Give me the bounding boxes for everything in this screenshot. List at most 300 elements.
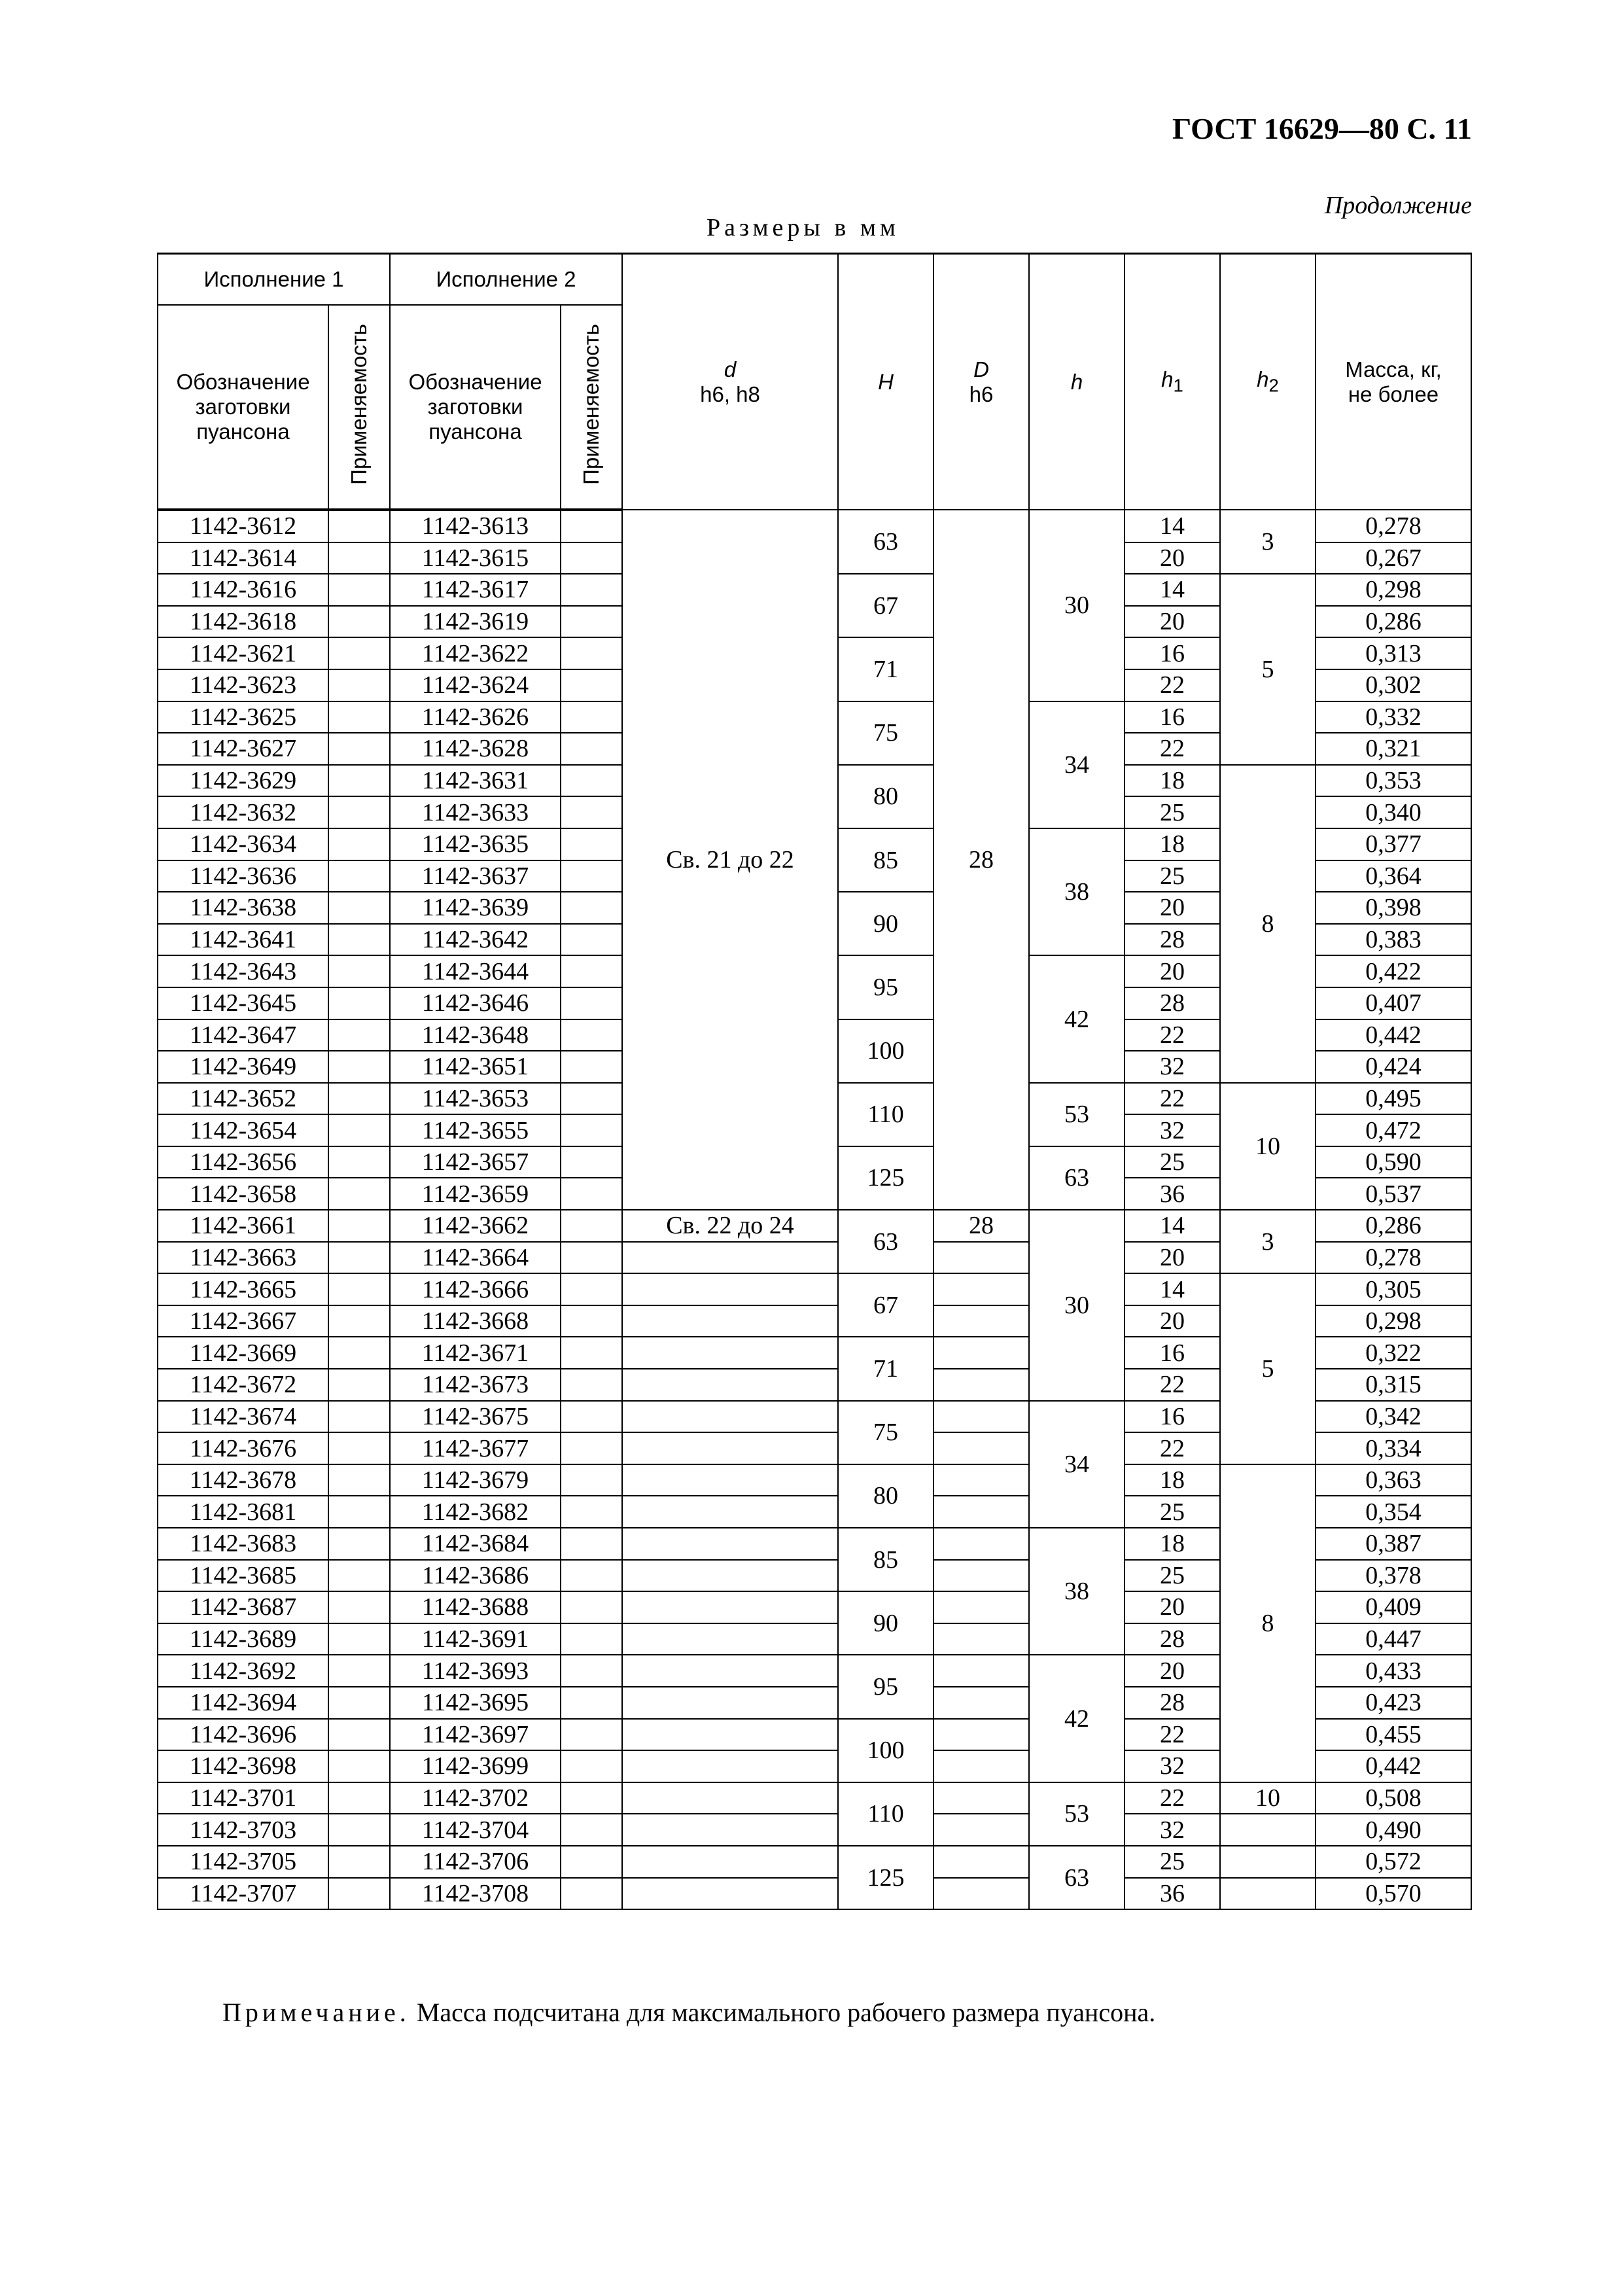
designation-2-cell: 1142-3684 bbox=[390, 1528, 561, 1560]
applicability-2-cell bbox=[561, 1337, 622, 1369]
h-cell: 53 bbox=[1029, 1782, 1125, 1846]
footnote-text: Масса подсчитана для максимального рабочего размера пуансона. bbox=[416, 1998, 1156, 2027]
D-cell bbox=[934, 1528, 1029, 1560]
mass-cell: 0,267 bbox=[1316, 542, 1471, 574]
designation-1-cell: 1142-3634 bbox=[158, 828, 328, 860]
mass-cell: 0,278 bbox=[1316, 510, 1471, 542]
designation-1-cell: 1142-3685 bbox=[158, 1560, 328, 1592]
mass-cell: 0,442 bbox=[1316, 1750, 1471, 1782]
applicability-1-cell bbox=[328, 1464, 390, 1496]
h1-cell: 20 bbox=[1125, 955, 1220, 987]
designation-1-cell: 1142-3643 bbox=[158, 955, 328, 987]
designation-1-cell: 1142-3701 bbox=[158, 1782, 328, 1814]
h-header: h bbox=[1029, 254, 1125, 510]
designation-1-cell: 1142-3658 bbox=[158, 1178, 328, 1210]
applicability-2-cell bbox=[561, 1719, 622, 1751]
designation-2-cell: 1142-3664 bbox=[390, 1242, 561, 1274]
designation-1-cell: 1142-3692 bbox=[158, 1655, 328, 1687]
h1-cell: 16 bbox=[1125, 701, 1220, 733]
applicability-2-cell bbox=[561, 1210, 622, 1242]
designation-2-cell: 1142-3682 bbox=[390, 1496, 561, 1528]
designation-1-cell: 1142-3647 bbox=[158, 1019, 328, 1051]
designation-1-cell: 1142-3661 bbox=[158, 1210, 328, 1242]
H-cell: 63 bbox=[838, 1210, 934, 1273]
h1-cell: 14 bbox=[1125, 1273, 1220, 1305]
mass-cell: 0,387 bbox=[1316, 1528, 1471, 1560]
designation-2-cell: 1142-3619 bbox=[390, 606, 561, 638]
applicability-2-cell bbox=[561, 1560, 622, 1592]
footnote-label: Примечание. bbox=[222, 1998, 410, 2027]
h-cell: 42 bbox=[1029, 955, 1125, 1082]
H-cell: 75 bbox=[838, 701, 934, 765]
applicability-1-cell bbox=[328, 542, 390, 574]
h1-cell: 14 bbox=[1125, 574, 1220, 606]
h1-cell: 22 bbox=[1125, 1432, 1220, 1464]
applicability-1-cell bbox=[328, 987, 390, 1019]
h1-cell: 16 bbox=[1125, 1337, 1220, 1369]
designation-2-cell: 1142-3653 bbox=[390, 1083, 561, 1115]
h1-cell: 25 bbox=[1125, 860, 1220, 892]
h1-cell: 22 bbox=[1125, 733, 1220, 765]
units-label: Размеры в мм bbox=[707, 214, 899, 241]
applicability-2-cell bbox=[561, 1083, 622, 1115]
applicability-2-cell bbox=[561, 1846, 622, 1878]
h1-cell: 14 bbox=[1125, 1210, 1220, 1242]
H-header: H bbox=[838, 254, 934, 510]
d-cell bbox=[622, 1528, 838, 1560]
table-row bbox=[158, 1210, 1471, 1242]
d-cell: Св. 21 до 22 bbox=[622, 510, 838, 1210]
designation-1-cell: 1142-3705 bbox=[158, 1846, 328, 1878]
applicability-1-cell bbox=[328, 1878, 390, 1910]
mass-cell: 0,422 bbox=[1316, 955, 1471, 987]
H-cell: 80 bbox=[838, 1464, 934, 1528]
designation-2-cell: 1142-3668 bbox=[390, 1305, 561, 1337]
h2-cell: 5 bbox=[1220, 1273, 1316, 1464]
designation-2-cell: 1142-3704 bbox=[390, 1814, 561, 1846]
applicability-1-cell bbox=[328, 924, 390, 956]
h1-cell: 32 bbox=[1125, 1114, 1220, 1146]
designation-2-cell: 1142-3635 bbox=[390, 828, 561, 860]
D-cell bbox=[934, 1687, 1029, 1719]
mass-cell: 0,490 bbox=[1316, 1814, 1471, 1846]
applicability-1-cell bbox=[328, 669, 390, 701]
D-cell bbox=[934, 1782, 1029, 1814]
applicability-1-cell bbox=[328, 955, 390, 987]
mass-cell: 0,508 bbox=[1316, 1782, 1471, 1814]
h-cell: 34 bbox=[1029, 1401, 1125, 1528]
table-row bbox=[158, 1782, 1471, 1814]
mass-cell: 0,537 bbox=[1316, 1178, 1471, 1210]
applicability-2-cell bbox=[561, 1464, 622, 1496]
mass-cell: 0,286 bbox=[1316, 606, 1471, 638]
designation-1-cell: 1142-3663 bbox=[158, 1242, 328, 1274]
D-cell bbox=[934, 1846, 1029, 1878]
d-cell bbox=[622, 1464, 838, 1496]
mass-cell: 0,315 bbox=[1316, 1369, 1471, 1401]
mass-cell: 0,298 bbox=[1316, 574, 1471, 606]
applicability2-header: Применяемость bbox=[561, 305, 622, 510]
designation-1-cell: 1142-3665 bbox=[158, 1273, 328, 1305]
applicability-1-cell bbox=[328, 1814, 390, 1846]
h1-cell: 22 bbox=[1125, 669, 1220, 701]
designation-2-cell: 1142-3655 bbox=[390, 1114, 561, 1146]
designation-2-cell: 1142-3624 bbox=[390, 669, 561, 701]
h1-cell: 22 bbox=[1125, 1719, 1220, 1751]
designation-2-cell: 1142-3615 bbox=[390, 542, 561, 574]
table-row bbox=[158, 1878, 1471, 1910]
h1-cell: 22 bbox=[1125, 1782, 1220, 1814]
D-cell: 28 bbox=[934, 1210, 1029, 1242]
applicability-2-cell bbox=[561, 1369, 622, 1401]
mass-cell: 0,570 bbox=[1316, 1878, 1471, 1910]
designation-1-cell: 1142-3614 bbox=[158, 542, 328, 574]
applicability-1-cell bbox=[328, 1210, 390, 1242]
applicability-1-cell bbox=[328, 1750, 390, 1782]
applicability-2-cell bbox=[561, 860, 622, 892]
H-cell: 95 bbox=[838, 955, 934, 1019]
D-cell bbox=[934, 1464, 1029, 1496]
applicability-2-cell bbox=[561, 669, 622, 701]
D-header: D h6 bbox=[934, 254, 1029, 510]
h-cell: 38 bbox=[1029, 828, 1125, 955]
applicability-2-cell bbox=[561, 1146, 622, 1178]
mass-cell: 0,298 bbox=[1316, 1305, 1471, 1337]
h-cell: 30 bbox=[1029, 510, 1125, 701]
D-cell bbox=[934, 1560, 1029, 1592]
mass-cell: 0,442 bbox=[1316, 1019, 1471, 1051]
h2-cell: 3 bbox=[1220, 1210, 1316, 1273]
mass-cell: 0,433 bbox=[1316, 1655, 1471, 1687]
designation-2-cell: 1142-3662 bbox=[390, 1210, 561, 1242]
H-cell: 125 bbox=[838, 1846, 934, 1909]
applicability-2-cell bbox=[561, 733, 622, 765]
table-row bbox=[158, 1814, 1471, 1846]
h2-cell: 8 bbox=[1220, 765, 1316, 1083]
applicability-1-cell bbox=[328, 606, 390, 638]
h1-cell: 36 bbox=[1125, 1178, 1220, 1210]
d-cell bbox=[622, 1814, 838, 1846]
d-cell bbox=[622, 1782, 838, 1814]
H-cell: 125 bbox=[838, 1146, 934, 1210]
applicability-1-cell bbox=[328, 765, 390, 797]
H-cell: 85 bbox=[838, 1528, 934, 1591]
applicability-2-cell bbox=[561, 987, 622, 1019]
applicability-2-cell bbox=[561, 542, 622, 574]
applicability-1-cell bbox=[328, 1560, 390, 1592]
designation-2-cell: 1142-3697 bbox=[390, 1719, 561, 1751]
designation-1-cell: 1142-3652 bbox=[158, 1083, 328, 1115]
mass-cell: 0,472 bbox=[1316, 1114, 1471, 1146]
D-cell bbox=[934, 1337, 1029, 1369]
h2-header: $h_2$ bbox=[1220, 254, 1316, 510]
h1-cell: 16 bbox=[1125, 637, 1220, 669]
applicability1-header: Применяемость bbox=[328, 305, 390, 510]
d-cell bbox=[622, 1401, 838, 1433]
h-cell: 42 bbox=[1029, 1655, 1125, 1782]
h1-cell: 36 bbox=[1125, 1878, 1220, 1910]
punch-blank-table bbox=[157, 253, 1472, 1910]
designation-2-cell: 1142-3702 bbox=[390, 1782, 561, 1814]
applicability-1-cell bbox=[328, 574, 390, 606]
footnote bbox=[222, 1997, 1155, 2028]
table-row bbox=[158, 510, 1471, 542]
mass-cell: 0,383 bbox=[1316, 924, 1471, 956]
applicability-2-cell bbox=[561, 1591, 622, 1623]
D-cell bbox=[934, 1369, 1029, 1401]
D-cell bbox=[934, 1242, 1029, 1274]
mass-cell: 0,305 bbox=[1316, 1273, 1471, 1305]
applicability-2-cell bbox=[561, 892, 622, 924]
h-cell: 63 bbox=[1029, 1146, 1125, 1210]
variant1-header: Исполнение 1 bbox=[158, 254, 390, 306]
applicability-1-cell bbox=[328, 860, 390, 892]
h1-cell: 25 bbox=[1125, 1846, 1220, 1878]
continuation-label: Продолжение bbox=[1324, 192, 1472, 219]
d-cell bbox=[622, 1242, 838, 1274]
designation-1-cell: 1142-3612 bbox=[158, 510, 328, 542]
mass-cell: 0,353 bbox=[1316, 765, 1471, 797]
h1-cell: 16 bbox=[1125, 1401, 1220, 1433]
d-cell bbox=[622, 1591, 838, 1623]
applicability-2-cell bbox=[561, 701, 622, 733]
h1-header: $h_1$ bbox=[1125, 254, 1220, 510]
h1-cell: 20 bbox=[1125, 1655, 1220, 1687]
mass-cell: 0,572 bbox=[1316, 1846, 1471, 1878]
designation-1-cell: 1142-3676 bbox=[158, 1432, 328, 1464]
designation2-header: Обозначение заготовки пуансона bbox=[390, 305, 561, 510]
designation-1-cell: 1142-3681 bbox=[158, 1496, 328, 1528]
applicability-1-cell bbox=[328, 1687, 390, 1719]
applicability-2-cell bbox=[561, 1273, 622, 1305]
H-cell: 67 bbox=[838, 574, 934, 637]
mass-cell: 0,332 bbox=[1316, 701, 1471, 733]
applicability-2-cell bbox=[561, 955, 622, 987]
D-cell bbox=[934, 1273, 1029, 1305]
mass-cell: 0,342 bbox=[1316, 1401, 1471, 1433]
h2-cell: 8 bbox=[1220, 1464, 1316, 1782]
mass-cell: 0,378 bbox=[1316, 1560, 1471, 1592]
designation-2-cell: 1142-3708 bbox=[390, 1878, 561, 1910]
H-cell: 75 bbox=[838, 1401, 934, 1464]
applicability-1-cell bbox=[328, 510, 390, 542]
D-cell bbox=[934, 1591, 1029, 1623]
designation-1-cell: 1142-3678 bbox=[158, 1464, 328, 1496]
applicability-2-cell bbox=[561, 1305, 622, 1337]
applicability-2-cell bbox=[561, 1878, 622, 1910]
D-cell bbox=[934, 1750, 1029, 1782]
H-cell: 95 bbox=[838, 1655, 934, 1718]
H-cell: 71 bbox=[838, 1337, 934, 1400]
mass-cell: 0,590 bbox=[1316, 1146, 1471, 1178]
designation-2-cell: 1142-3666 bbox=[390, 1273, 561, 1305]
h1-cell: 28 bbox=[1125, 987, 1220, 1019]
designation-1-cell: 1142-3618 bbox=[158, 606, 328, 638]
d-cell bbox=[622, 1719, 838, 1751]
designation-2-cell: 1142-3671 bbox=[390, 1337, 561, 1369]
mass-cell: 0,313 bbox=[1316, 637, 1471, 669]
d-cell bbox=[622, 1337, 838, 1369]
designation1-header: Обозначение заготовки пуансона bbox=[158, 305, 328, 510]
d-cell bbox=[622, 1305, 838, 1337]
d-cell bbox=[622, 1878, 838, 1910]
applicability-1-cell bbox=[328, 1528, 390, 1560]
applicability-1-cell bbox=[328, 1623, 390, 1655]
designation-2-cell: 1142-3706 bbox=[390, 1846, 561, 1878]
d-cell bbox=[622, 1369, 838, 1401]
designation-1-cell: 1142-3687 bbox=[158, 1591, 328, 1623]
designation-1-cell: 1142-3667 bbox=[158, 1305, 328, 1337]
designation-1-cell: 1142-3629 bbox=[158, 765, 328, 797]
designation-1-cell: 1142-3707 bbox=[158, 1878, 328, 1910]
applicability-2-cell bbox=[561, 796, 622, 828]
applicability-1-cell bbox=[328, 1051, 390, 1083]
H-cell: 63 bbox=[838, 510, 934, 574]
d-cell bbox=[622, 1273, 838, 1305]
h2-cell bbox=[1220, 1814, 1316, 1846]
mass-cell: 0,423 bbox=[1316, 1687, 1471, 1719]
h1-cell: 25 bbox=[1125, 796, 1220, 828]
designation-2-cell: 1142-3617 bbox=[390, 574, 561, 606]
designation-2-cell: 1142-3699 bbox=[390, 1750, 561, 1782]
applicability-1-cell bbox=[328, 828, 390, 860]
applicability-1-cell bbox=[328, 1242, 390, 1274]
mass-cell: 0,278 bbox=[1316, 1242, 1471, 1274]
mass-cell: 0,377 bbox=[1316, 828, 1471, 860]
applicability-2-cell bbox=[561, 1782, 622, 1814]
applicability-1-cell bbox=[328, 1432, 390, 1464]
designation-1-cell: 1142-3641 bbox=[158, 924, 328, 956]
applicability-1-cell bbox=[328, 701, 390, 733]
applicability-1-cell bbox=[328, 892, 390, 924]
mass-cell: 0,495 bbox=[1316, 1083, 1471, 1115]
mass-cell: 0,363 bbox=[1316, 1464, 1471, 1496]
designation-2-cell: 1142-3688 bbox=[390, 1591, 561, 1623]
applicability-2-cell bbox=[561, 765, 622, 797]
D-cell bbox=[934, 1432, 1029, 1464]
D-cell bbox=[934, 1623, 1029, 1655]
h1-cell: 20 bbox=[1125, 606, 1220, 638]
mass-cell: 0,364 bbox=[1316, 860, 1471, 892]
h1-cell: 18 bbox=[1125, 1528, 1220, 1560]
applicability-1-cell bbox=[328, 1496, 390, 1528]
H-cell: 110 bbox=[838, 1083, 934, 1146]
applicability-2-cell bbox=[561, 1178, 622, 1210]
applicability-1-cell bbox=[328, 1114, 390, 1146]
D-cell bbox=[934, 1719, 1029, 1751]
applicability-1-cell bbox=[328, 1369, 390, 1401]
h1-cell: 20 bbox=[1125, 1242, 1220, 1274]
D-cell bbox=[934, 1305, 1029, 1337]
designation-2-cell: 1142-3648 bbox=[390, 1019, 561, 1051]
d-cell bbox=[622, 1846, 838, 1878]
h2-cell: 3 bbox=[1220, 510, 1316, 574]
applicability-2-cell bbox=[561, 1814, 622, 1846]
applicability-1-cell bbox=[328, 733, 390, 765]
applicability-2-cell bbox=[561, 1655, 622, 1687]
applicability-2-cell bbox=[561, 637, 622, 669]
D-cell: 28 bbox=[934, 510, 1029, 1210]
designation-2-cell: 1142-3691 bbox=[390, 1623, 561, 1655]
applicability-1-cell bbox=[328, 1273, 390, 1305]
d-cell bbox=[622, 1623, 838, 1655]
table-row bbox=[158, 1273, 1471, 1305]
designation-2-cell: 1142-3628 bbox=[390, 733, 561, 765]
d-header: d h6, h8 bbox=[622, 254, 838, 510]
designation-1-cell: 1142-3649 bbox=[158, 1051, 328, 1083]
mass-cell: 0,322 bbox=[1316, 1337, 1471, 1369]
designation-1-cell: 1142-3672 bbox=[158, 1369, 328, 1401]
h1-cell: 28 bbox=[1125, 1623, 1220, 1655]
d-cell: Св. 22 до 24 bbox=[622, 1210, 838, 1242]
designation-1-cell: 1142-3623 bbox=[158, 669, 328, 701]
applicability-2-cell bbox=[561, 510, 622, 542]
designation-2-cell: 1142-3695 bbox=[390, 1687, 561, 1719]
applicability-2-cell bbox=[561, 1019, 622, 1051]
d-cell bbox=[622, 1560, 838, 1592]
applicability-1-cell bbox=[328, 796, 390, 828]
h-cell: 34 bbox=[1029, 701, 1125, 828]
designation-1-cell: 1142-3627 bbox=[158, 733, 328, 765]
D-cell bbox=[934, 1878, 1029, 1910]
d-cell bbox=[622, 1432, 838, 1464]
designation-2-cell: 1142-3686 bbox=[390, 1560, 561, 1592]
h1-cell: 25 bbox=[1125, 1560, 1220, 1592]
designation-2-cell: 1142-3613 bbox=[390, 510, 561, 542]
mass-cell: 0,354 bbox=[1316, 1496, 1471, 1528]
applicability-1-cell bbox=[328, 1178, 390, 1210]
h1-cell: 22 bbox=[1125, 1019, 1220, 1051]
h1-cell: 20 bbox=[1125, 1305, 1220, 1337]
applicability-1-cell bbox=[328, 1083, 390, 1115]
h1-cell: 32 bbox=[1125, 1051, 1220, 1083]
h1-cell: 25 bbox=[1125, 1146, 1220, 1178]
applicability-1-cell bbox=[328, 1146, 390, 1178]
mass-cell: 0,398 bbox=[1316, 892, 1471, 924]
applicability-1-cell bbox=[328, 1655, 390, 1687]
h2-cell: 5 bbox=[1220, 574, 1316, 765]
h1-cell: 14 bbox=[1125, 510, 1220, 542]
h1-cell: 32 bbox=[1125, 1750, 1220, 1782]
applicability-2-cell bbox=[561, 574, 622, 606]
applicability-2-cell bbox=[561, 828, 622, 860]
h1-cell: 28 bbox=[1125, 1687, 1220, 1719]
H-cell: 85 bbox=[838, 828, 934, 892]
mass-cell: 0,340 bbox=[1316, 796, 1471, 828]
applicability-1-cell bbox=[328, 1305, 390, 1337]
mass-cell: 0,286 bbox=[1316, 1210, 1471, 1242]
h2-cell bbox=[1220, 1878, 1316, 1910]
applicability-2-cell bbox=[561, 1401, 622, 1433]
designation-2-cell: 1142-3639 bbox=[390, 892, 561, 924]
h1-cell: 22 bbox=[1125, 1083, 1220, 1115]
d-cell bbox=[622, 1687, 838, 1719]
applicability-1-cell bbox=[328, 1719, 390, 1751]
H-cell: 100 bbox=[838, 1719, 934, 1782]
applicability-2-cell bbox=[561, 1496, 622, 1528]
h1-cell: 18 bbox=[1125, 1464, 1220, 1496]
designation-2-cell: 1142-3631 bbox=[390, 765, 561, 797]
mass-cell: 0,424 bbox=[1316, 1051, 1471, 1083]
designation-1-cell: 1142-3683 bbox=[158, 1528, 328, 1560]
mass-cell: 0,447 bbox=[1316, 1623, 1471, 1655]
H-cell: 90 bbox=[838, 1591, 934, 1655]
designation-2-cell: 1142-3657 bbox=[390, 1146, 561, 1178]
applicability-2-cell bbox=[561, 1750, 622, 1782]
designation-1-cell: 1142-3689 bbox=[158, 1623, 328, 1655]
applicability-2-cell bbox=[561, 1114, 622, 1146]
designation-2-cell: 1142-3646 bbox=[390, 987, 561, 1019]
